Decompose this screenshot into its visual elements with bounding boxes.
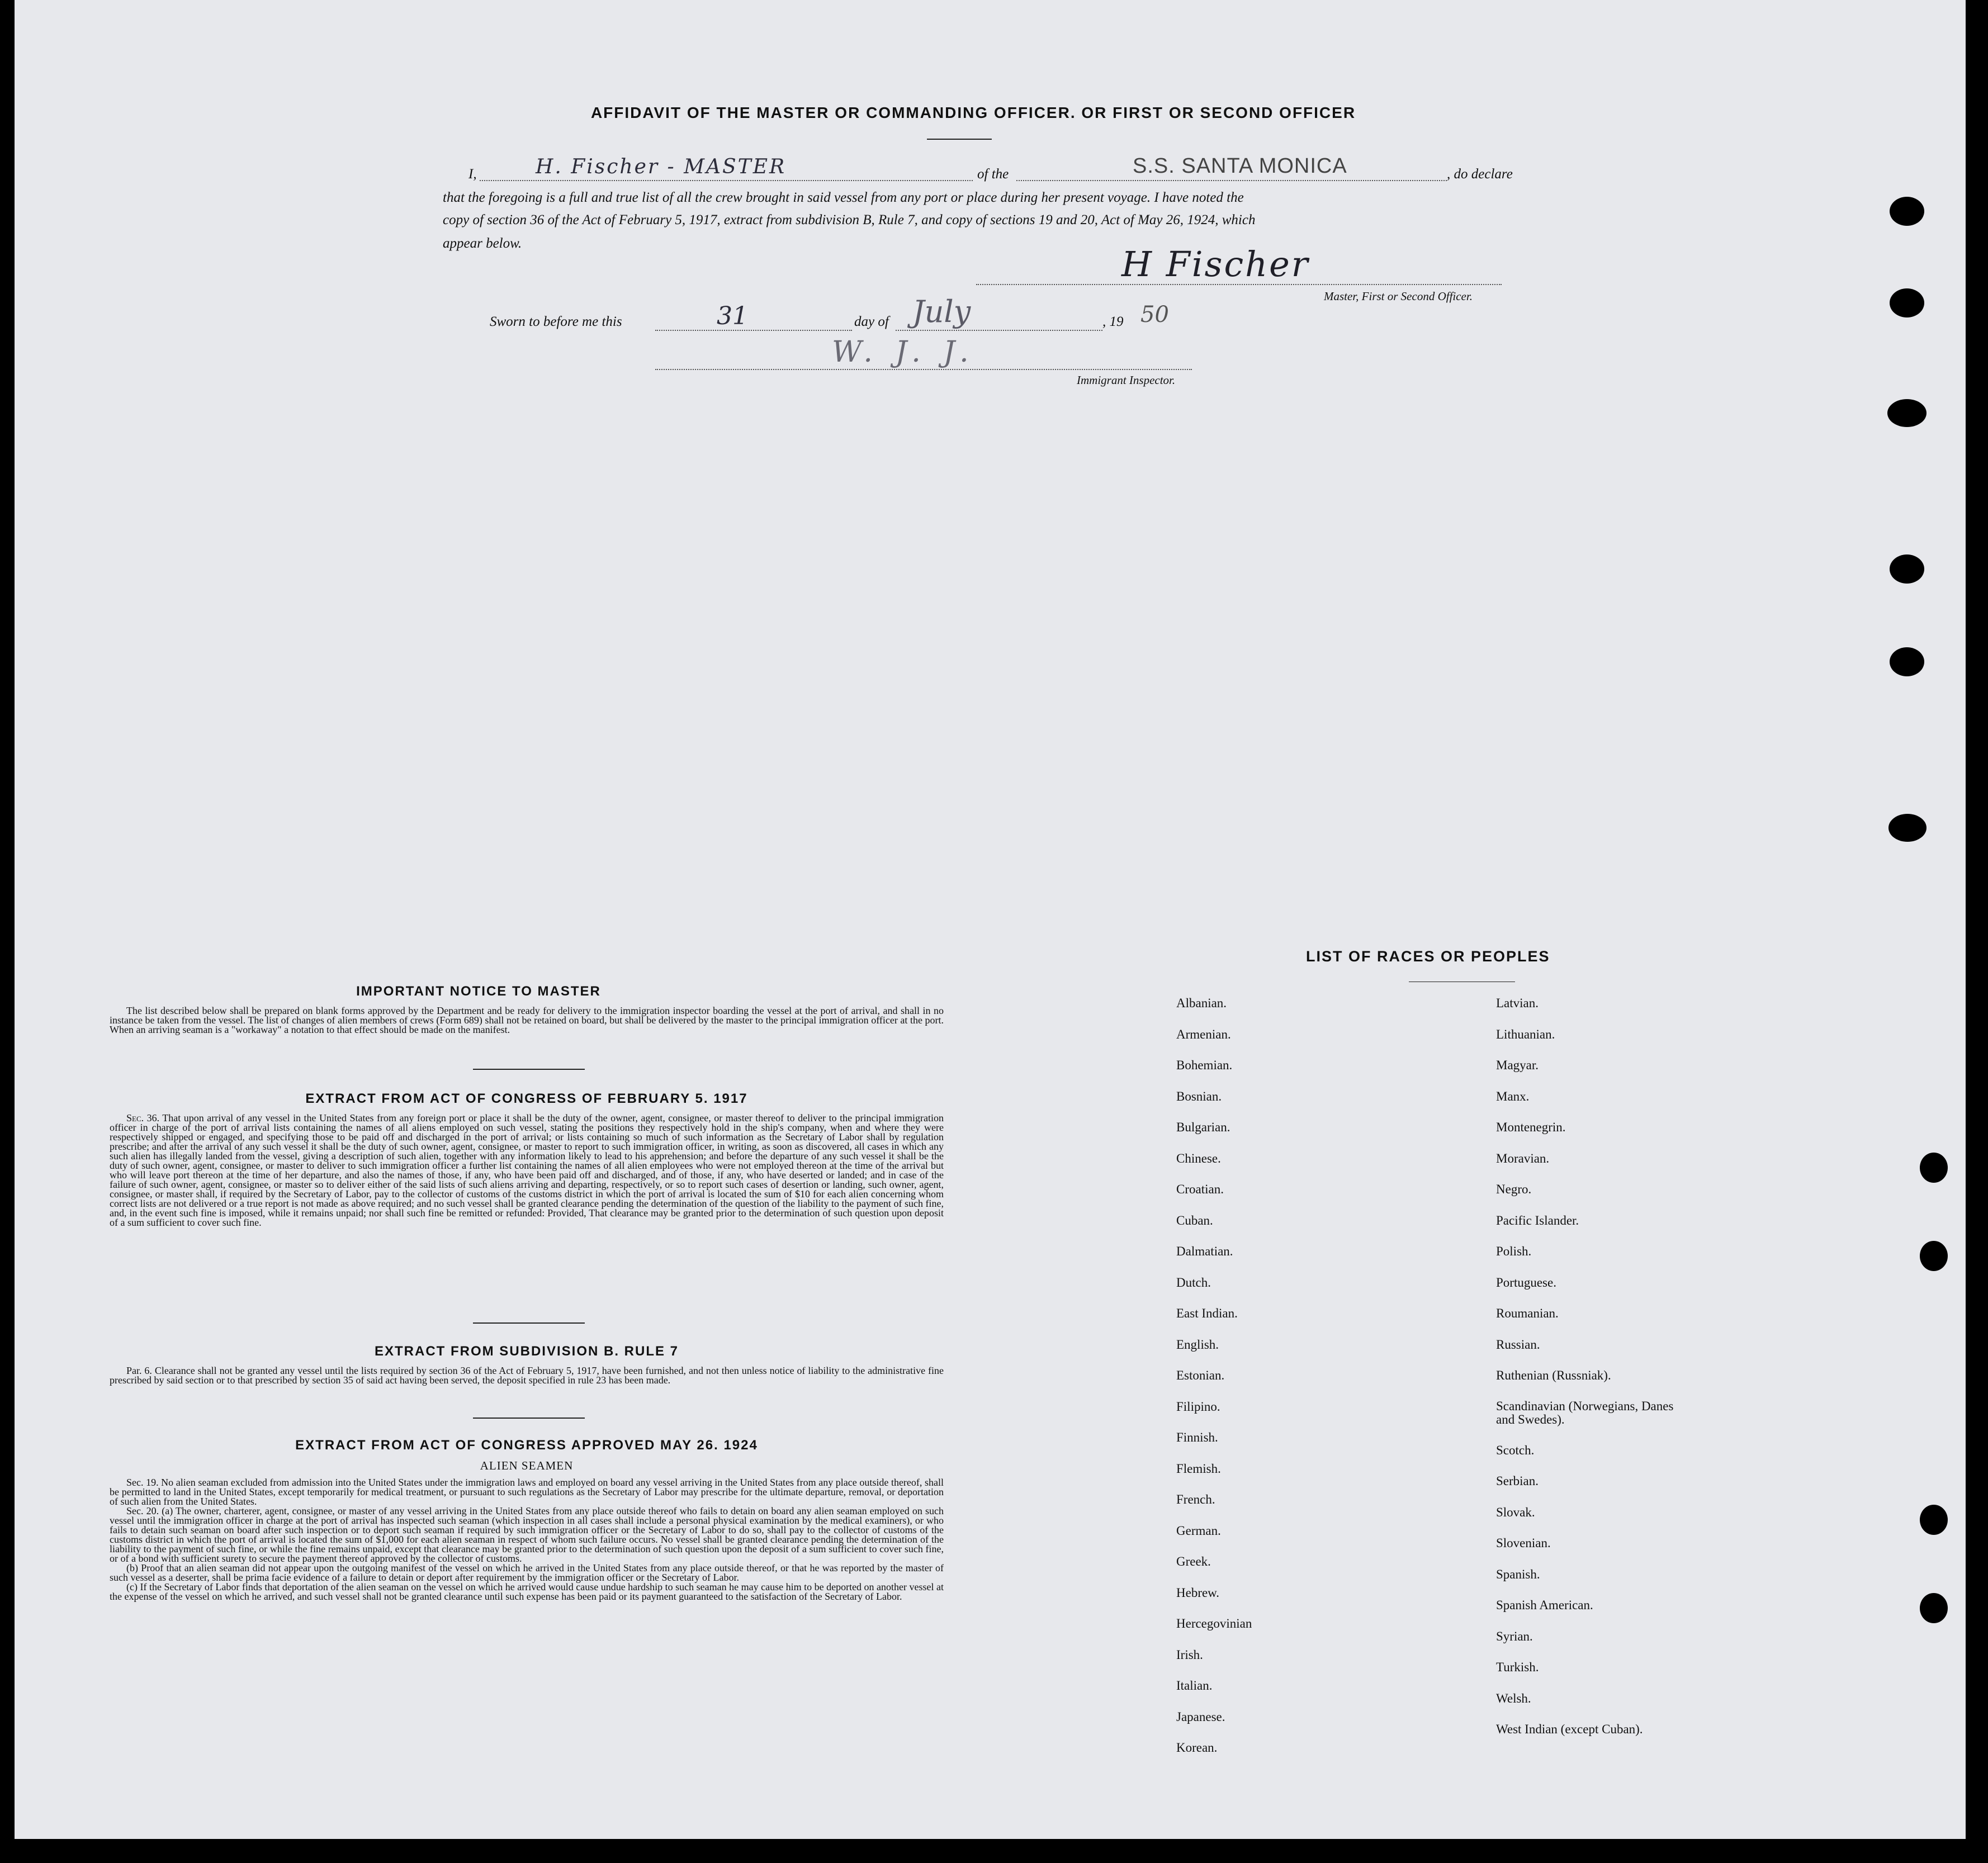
officer-name-line <box>480 180 973 181</box>
sec-36-text: That upon arrival of any vessel in the United States from any foreign port or place it shall be the duty of the owner, agent, consignee, or master thereof to deliver to the principal immigration officer in charge of the port of arrival lists containing the names of all aliens employed on such vessel, stating the positions they respectively hold in the ship's company, when and where they were respectively shipped or engaged, and specifying those to be paid off and discharged in the port of arrival; or lists containing so much of such information as the Secretary of Labor shall by regulation prescribe; and after the arrival of any such vessel it shall be the duty of such owner, agent, consignee, or master to report to such immigration officer, in writing, as soon as discovered, all cases in which any such alien has illegally landed from the vessel, giving a description of such alien, together with any information likely to lead to his apprehension; and before the departure of any such vessel it shall be the duty of such owner, agent, consignee, or master to deliver to such immigration officer a further list containing the names of all alien employees who were not employed thereon at the time of the arrival but who will leave port thereon at the time of her departure, and also the names of those, if any, who have been paid off and discharged, and of those, if any, who have deserted or landed; and in case of the failure of such owner, agent, consignee, or master so to deliver either of the said lists of such aliens arriving and departing, respectively, or so to report such cases of desertion or landing, such owner, agent, consignee, or master shall, if required by the Secretary of Labor, pay to the collector of customs of the customs district in which the port of arrival is located the sum of $10 for each alien concerning whom correct lists are not delivered or a true report is not made as above required; and no such vessel shall be granted clearance pending the determination of the question of the liability to the payment of such fine, and, in the event such fine is imposed, while it remains unpaid; nor shall such fine be remitted or refunded: Provided, That clearance may be granted prior to the determination of such question upon deposit of a sum sufficient to cover such fine. <box>110 1112 944 1228</box>
sec-20c-text: (c) If the Secretary of Labor finds that deportation of the alien seaman on the vessel on which he arrived would cause undue hardship to such seaman he may cause him to be deported on another vessel at the expense of the vessel on which he arrived, and such vessel shall not be granted clearance until such expense has been paid or its payment guaranteed to the satisfaction of the Secretary of Labor. <box>110 1581 944 1602</box>
year-prefix: , 19 <box>1102 314 1124 329</box>
race-item: Pacific Islander. <box>1496 1213 1579 1227</box>
race-item: Spanish American. <box>1496 1598 1593 1612</box>
race-item: Welsh. <box>1496 1691 1531 1705</box>
divider <box>473 1322 585 1324</box>
race-item: Cuban. <box>1176 1213 1213 1227</box>
race-item: Irish. <box>1176 1647 1203 1662</box>
signature-line <box>976 284 1502 285</box>
punch-hole <box>1890 197 1924 226</box>
race-item: Turkish. <box>1496 1660 1539 1674</box>
rule7-title: EXTRACT FROM SUBDIVISION B. RULE 7 <box>374 1344 679 1359</box>
inspector-line <box>655 369 1192 370</box>
form-page <box>15 0 1966 1839</box>
race-item: Albanian. <box>1176 996 1227 1010</box>
divider <box>473 1069 585 1070</box>
race-item: Russian. <box>1496 1337 1540 1352</box>
race-item: East Indian. <box>1176 1306 1238 1320</box>
race-item: Syrian. <box>1496 1629 1533 1643</box>
punch-hole <box>1920 1593 1948 1623</box>
race-item: Scotch. <box>1496 1443 1535 1457</box>
races-title: LIST OF RACES OR PEOPLES <box>1306 948 1550 965</box>
race-item: Japanese. <box>1176 1709 1225 1724</box>
race-item: Serbian. <box>1496 1474 1539 1488</box>
extract-1924-title: EXTRACT FROM ACT OF CONGRESS APPROVED MAY 26. 1924 <box>295 1438 758 1453</box>
alien-seamen-subtitle: ALIEN SEAMEN <box>480 1459 574 1472</box>
race-item: Greek. <box>1176 1554 1211 1568</box>
punch-hole <box>1920 1241 1948 1271</box>
race-item: Bohemian. <box>1176 1058 1233 1072</box>
race-item: Chinese. <box>1176 1151 1221 1165</box>
extract-1917-title: EXTRACT FROM ACT OF CONGRESS OF FEBRUARY 5. 1917 <box>305 1091 748 1106</box>
day-of-label: day of <box>854 314 889 329</box>
punch-hole <box>1890 288 1924 317</box>
race-item: Manx. <box>1496 1089 1530 1103</box>
inspector-caption: Immigrant Inspector. <box>1077 373 1176 387</box>
notice-text: The list described below shall be prepared on blank forms approved by the Department and be ready for delivery to the immigration inspector boarding the vessel at the port of arrival, and shall in no instance be taken from the vessel. The list of changes of alien members of crews (Form 689) shall not be retained on board, but shall be delivered by the master to the principal immigration officer at the port. When an arriving seaman is a "workaway" a notation to that effect should be made on the manifest. <box>110 1005 944 1035</box>
race-item: Bosnian. <box>1176 1089 1222 1103</box>
affidavit-body-line-1: that the foregoing is a full and true list of all the crew brought in said vessel from any port or place during her present voyage. I have noted the <box>443 190 1244 205</box>
affidavit-body-line-3: appear below. <box>443 236 522 251</box>
punch-hole <box>1890 647 1924 676</box>
sec-20b-text: (b) Proof that an alien seaman did not appear upon the outgoing manifest of the vessel on which he arrived in the United States from any place outside thereof, or that he was reported by the master of such vessel as a deserter, shall be prima facie evidence of a failure to detain or deport after requirement by the immigration officer or the Secretary of Labor. <box>110 1562 944 1583</box>
race-item: Polish. <box>1496 1244 1532 1258</box>
punch-hole <box>1920 1505 1948 1535</box>
race-item: Italian. <box>1176 1679 1213 1693</box>
race-item: Armenian. <box>1176 1027 1231 1041</box>
sworn-label: Sworn to before me this <box>490 314 622 329</box>
do-declare: , do declare <box>1447 167 1513 182</box>
race-item: Hebrew. <box>1176 1585 1220 1600</box>
master-signature: H Fischer <box>1121 244 1310 285</box>
race-item: Slovak. <box>1496 1505 1535 1519</box>
race-item: Moravian. <box>1496 1151 1550 1165</box>
title-divider <box>927 139 992 140</box>
sec-19-text: Sec. 19. No alien seaman excluded from admission into the United States under the immigration laws and employed on board any vessel arriving in the United States from any place outside thereof, shall be permitted to land in the United States, except temporarily for medical treatment, or pursuant to such regulations as the Secretary of Labor may prescribe for the ultimate departure, removal, or deportation of such alien from the United States. <box>110 1477 944 1507</box>
vessel-name: S.S. SANTA MONICA <box>1133 154 1347 178</box>
notice-title: IMPORTANT NOTICE TO MASTER <box>356 984 601 999</box>
race-item: Korean. <box>1176 1741 1218 1755</box>
race-item: Hercegovinian <box>1176 1617 1252 1630</box>
inspector-signature: W. J. J. <box>832 335 976 369</box>
race-item: French. <box>1176 1492 1215 1506</box>
punch-hole <box>1920 1153 1948 1183</box>
race-item: Slovenian. <box>1496 1536 1551 1550</box>
sworn-month-line <box>896 330 1102 331</box>
extract-1924-body <box>110 1478 944 1601</box>
race-item: Portuguese. <box>1496 1275 1556 1290</box>
race-item: Montenegrin. <box>1496 1120 1566 1134</box>
sworn-month: July <box>912 294 971 329</box>
punch-hole <box>1887 399 1927 427</box>
vessel-line <box>1016 180 1447 181</box>
race-item: Roumanian. <box>1496 1306 1559 1320</box>
race-item: Bulgarian. <box>1176 1120 1230 1134</box>
race-item: Estonian. <box>1176 1368 1225 1382</box>
race-item: German. <box>1176 1523 1221 1538</box>
rule7-text: Par. 6. Clearance shall not be granted any vessel until the lists required by section 36 of the Act of February 5, 1917, have been furnished, and not then unless notice of liability to the administrative fine prescribed by said section or to that prescribed by section 35 of said act having been served, the deposit specified in rule 23 has been made. <box>110 1365 944 1386</box>
race-item: West Indian (except Cuban). <box>1496 1722 1643 1736</box>
race-item: Finnish. <box>1176 1430 1218 1444</box>
race-item: Ruthenian (Russniak). <box>1496 1368 1611 1382</box>
punch-hole <box>1890 554 1924 584</box>
race-item: Latvian. <box>1496 996 1539 1010</box>
race-item: Magyar. <box>1496 1058 1539 1072</box>
i-label: I, <box>468 167 477 182</box>
race-item: Croatian. <box>1176 1182 1224 1196</box>
race-item: Lithuanian. <box>1496 1027 1555 1041</box>
affidavit-body-line-2: copy of section 36 of the Act of February 5, 1917, extract from subdivision B, Rule 7, and copy of sections 19 and 20, Act of May 26, 1924, which <box>443 212 1256 227</box>
race-item: Flemish. <box>1176 1461 1221 1476</box>
year-suffix: 50 <box>1140 302 1169 328</box>
sworn-day-line <box>655 330 852 331</box>
affidavit-title: AFFIDAVIT OF THE MASTER OR COMMANDING OFFICER. OR FIRST OR SECOND OFFICER <box>590 104 1356 121</box>
race-item: Negro. <box>1496 1182 1532 1196</box>
sec-36-label: Sec. 36. <box>126 1112 160 1124</box>
signature-caption: Master, First or Second Officer. <box>1324 290 1473 303</box>
race-item: Scandinavian (Norwegians, Danes and Swedes). <box>1496 1399 1674 1426</box>
race-item: Spanish. <box>1496 1567 1540 1581</box>
extract-1917-text <box>110 1113 944 1227</box>
race-item: English. <box>1176 1337 1219 1352</box>
race-item: Filipino. <box>1176 1399 1220 1414</box>
officer-name: H. Fischer - MASTER <box>536 155 787 178</box>
sworn-day: 31 <box>717 302 748 330</box>
race-item: Dalmatian. <box>1176 1244 1233 1258</box>
of-the-label: of the <box>977 167 1009 182</box>
sec-20a-text: Sec. 20. (a) The owner, charterer, agent, consignee, or master of any vessel arriving in the United States from any place outside thereof who fails to detain on board any alien seaman employed on such vessel until the immigration officer in charge at the port of arrival has inspected such seaman (which inspection in all cases shall include a personal physical examination by the medical examiners), or who fails to detain such seaman on board after such inspection or to deport such seaman if required by such immigration officer or the Secretary of Labor to do so, shall pay to the collector of customs of the customs district in which the port of arrival is located the sum of $1,000 for each alien seaman in respect of whom such failure occurs. No vessel shall be granted clearance pending the determination of the liability to the payment of such fine, or while the fine remains unpaid, except that clearance may be granted prior to the determination of such question upon the deposit of a sum sufficient to cover such fine, or of a bond with sufficient surety to secure the payment thereof approved by the collector of customs. <box>110 1505 944 1564</box>
race-item: Dutch. <box>1176 1275 1211 1290</box>
punch-hole <box>1888 814 1927 842</box>
divider <box>473 1418 585 1419</box>
